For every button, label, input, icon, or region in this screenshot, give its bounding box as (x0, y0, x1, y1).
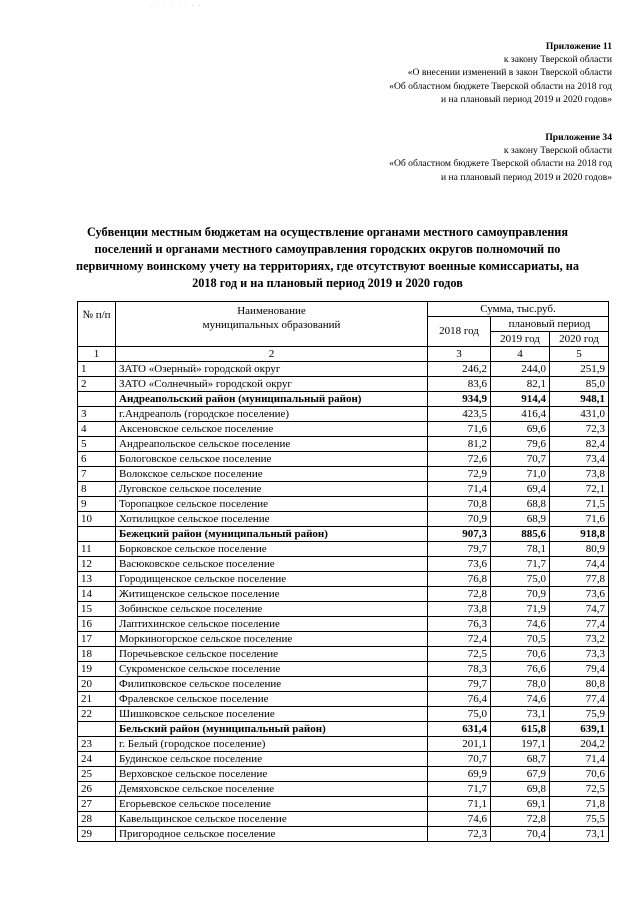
table-row (78, 752, 609, 767)
column-index: 4 (491, 347, 550, 362)
row-name: Моркиногорское сельское поселение (116, 632, 428, 647)
table-row (78, 632, 609, 647)
row-name: Пригородное сельское поселение (116, 827, 428, 842)
row-number: 13 (78, 572, 116, 587)
row-value-2020: 79,4 (550, 662, 609, 677)
row-value-2020: 74,4 (550, 557, 609, 572)
row-value-2018: 71,4 (428, 482, 491, 497)
header-2018: 2018 год (428, 317, 491, 347)
header-name-line1: Наименование (237, 305, 306, 317)
row-name: Бельский район (муниципальный район) (116, 722, 428, 737)
row-number: 16 (78, 617, 116, 632)
row-value-2019: 615,8 (491, 722, 550, 737)
row-number: 20 (78, 677, 116, 692)
table-row (78, 542, 609, 557)
row-name: Сукроменское сельское поселение (116, 662, 428, 677)
row-value-2019: 78,1 (491, 542, 550, 557)
column-index: 2 (116, 347, 428, 362)
row-number: 4 (78, 422, 116, 437)
row-name: Бежецкий район (муниципальный район) (116, 527, 428, 542)
table-row (78, 407, 609, 422)
row-value-2018: 79,7 (428, 677, 491, 692)
row-value-2020: 639,1 (550, 722, 609, 737)
row-name: Кавельщинское сельское поселение (116, 812, 428, 827)
header-sum: Сумма, тыс.руб. (428, 302, 609, 317)
table-row (78, 437, 609, 452)
title-line: 2018 год и на плановый период 2019 и 2020 годов (192, 276, 463, 290)
row-number (78, 527, 116, 542)
row-name: ЗАТО «Солнечный» городской округ (116, 377, 428, 392)
row-value-2019: 71,9 (491, 602, 550, 617)
header-2019: 2019 год (491, 332, 550, 347)
row-number: 23 (78, 737, 116, 752)
table-row (78, 827, 609, 842)
row-name: Поречьевское сельское поселение (116, 647, 428, 662)
row-number: 3 (78, 407, 116, 422)
row-value-2020: 85,0 (550, 377, 609, 392)
district-row (78, 722, 609, 737)
district-row (78, 527, 609, 542)
row-value-2018: 69,9 (428, 767, 491, 782)
row-value-2018: 83,6 (428, 377, 491, 392)
row-name: Васюковское сельское поселение (116, 557, 428, 572)
row-number: 26 (78, 782, 116, 797)
row-value-2018: 71,6 (428, 422, 491, 437)
table-row (78, 737, 609, 752)
row-name: Андреапольский район (муниципальный район) (116, 392, 428, 407)
row-name: Демяховское сельское поселение (116, 782, 428, 797)
row-number: 17 (78, 632, 116, 647)
row-name: г. Белый (городское поселение) (116, 737, 428, 752)
row-value-2019: 244,0 (491, 362, 550, 377)
row-value-2019: 914,4 (491, 392, 550, 407)
row-name: Луговское сельское поселение (116, 482, 428, 497)
row-value-2020: 73,2 (550, 632, 609, 647)
row-value-2020: 71,8 (550, 797, 609, 812)
row-value-2020: 75,5 (550, 812, 609, 827)
appendix-11-line: «Об областном бюджете Тверской области на 2018 год (389, 80, 612, 92)
row-value-2018: 70,7 (428, 752, 491, 767)
row-value-2019: 197,1 (491, 737, 550, 752)
row-value-2020: 80,9 (550, 542, 609, 557)
table-row (78, 452, 609, 467)
row-value-2019: 78,0 (491, 677, 550, 692)
column-index: 1 (78, 347, 116, 362)
row-value-2020: 72,3 (550, 422, 609, 437)
row-name: Фралевское сельское поселение (116, 692, 428, 707)
row-number: 9 (78, 497, 116, 512)
header-planned: плановый период (491, 317, 609, 332)
row-name: Городищенское сельское поселение (116, 572, 428, 587)
row-number: 21 (78, 692, 116, 707)
row-value-2018: 934,9 (428, 392, 491, 407)
row-value-2020: 73,4 (550, 452, 609, 467)
row-value-2018: 246,2 (428, 362, 491, 377)
row-value-2019: 70,4 (491, 827, 550, 842)
subvention-table (77, 301, 609, 842)
row-value-2018: 70,8 (428, 497, 491, 512)
row-value-2018: 76,3 (428, 617, 491, 632)
row-value-2018: 76,8 (428, 572, 491, 587)
row-number: 27 (78, 797, 116, 812)
row-value-2019: 74,6 (491, 617, 550, 632)
row-value-2018: 71,7 (428, 782, 491, 797)
row-value-2020: 73,1 (550, 827, 609, 842)
row-value-2020: 251,9 (550, 362, 609, 377)
row-value-2018: 72,5 (428, 647, 491, 662)
document-title (60, 224, 595, 292)
table-row (78, 482, 609, 497)
row-value-2020: 948,1 (550, 392, 609, 407)
row-value-2020: 918,8 (550, 527, 609, 542)
scan-marks: . . . . . . . . (150, 2, 203, 8)
row-value-2018: 70,9 (428, 512, 491, 527)
row-value-2019: 70,7 (491, 452, 550, 467)
row-value-2018: 74,6 (428, 812, 491, 827)
row-value-2020: 72,5 (550, 782, 609, 797)
row-value-2019: 67,9 (491, 767, 550, 782)
row-number: 2 (78, 377, 116, 392)
row-name: Андреапольское сельское поселение (116, 437, 428, 452)
row-name: Волокское сельское поселение (116, 467, 428, 482)
header-name-line2: муниципальных образований (202, 319, 341, 331)
row-value-2018: 71,1 (428, 797, 491, 812)
row-value-2020: 77,4 (550, 617, 609, 632)
table-row (78, 557, 609, 572)
row-name: Верховское сельское поселение (116, 767, 428, 782)
row-value-2019: 75,0 (491, 572, 550, 587)
appendix-34-line: «Об областном бюджете Тверской области на 2018 год (389, 158, 612, 170)
row-value-2018: 72,3 (428, 827, 491, 842)
row-value-2020: 72,1 (550, 482, 609, 497)
row-value-2018: 73,6 (428, 557, 491, 572)
row-number: 7 (78, 467, 116, 482)
row-value-2020: 82,4 (550, 437, 609, 452)
column-index: 3 (428, 347, 491, 362)
table-row (78, 662, 609, 677)
row-value-2019: 71,0 (491, 467, 550, 482)
appendix-34-title: Приложение 34 (545, 132, 612, 143)
row-value-2019: 76,6 (491, 662, 550, 677)
row-number: 10 (78, 512, 116, 527)
row-number: 6 (78, 452, 116, 467)
row-number: 18 (78, 647, 116, 662)
row-value-2019: 68,8 (491, 497, 550, 512)
row-value-2019: 70,5 (491, 632, 550, 647)
header-2020: 2020 год (550, 332, 609, 347)
table-row (78, 422, 609, 437)
row-name: Житищенское сельское поселение (116, 587, 428, 602)
table-row (78, 782, 609, 797)
table-row (78, 587, 609, 602)
row-number: 24 (78, 752, 116, 767)
appendix-11-block (389, 40, 612, 106)
row-number: 28 (78, 812, 116, 827)
row-number: 15 (78, 602, 116, 617)
row-value-2018: 631,4 (428, 722, 491, 737)
appendix-11-line: и на плановый период 2019 и 2020 годов» (441, 93, 612, 105)
row-name: г.Андреаполь (городское поселение) (116, 407, 428, 422)
row-name: Шишковское сельское поселение (116, 707, 428, 722)
row-number: 14 (78, 587, 116, 602)
row-value-2018: 79,7 (428, 542, 491, 557)
appendix-34-line: к закону Тверской области (503, 145, 612, 157)
column-index: 5 (550, 347, 609, 362)
row-name: Борковское сельское поселение (116, 542, 428, 557)
table-row (78, 512, 609, 527)
row-number: 19 (78, 662, 116, 677)
row-value-2019: 70,9 (491, 587, 550, 602)
table-row (78, 812, 609, 827)
row-value-2020: 73,6 (550, 587, 609, 602)
row-value-2018: 72,8 (428, 587, 491, 602)
row-number: 11 (78, 542, 116, 557)
row-value-2020: 77,8 (550, 572, 609, 587)
appendix-34-block (389, 131, 612, 184)
table-row (78, 767, 609, 782)
table-row (78, 377, 609, 392)
district-row (78, 392, 609, 407)
row-value-2020: 74,7 (550, 602, 609, 617)
row-value-2019: 79,6 (491, 437, 550, 452)
row-name: Аксеновское сельское поселение (116, 422, 428, 437)
row-number (78, 722, 116, 737)
row-value-2019: 72,8 (491, 812, 550, 827)
row-value-2018: 81,2 (428, 437, 491, 452)
table-row (78, 677, 609, 692)
row-number: 12 (78, 557, 116, 572)
row-value-2018: 72,9 (428, 467, 491, 482)
row-value-2019: 69,4 (491, 482, 550, 497)
row-number (78, 392, 116, 407)
row-value-2018: 423,5 (428, 407, 491, 422)
table-row (78, 572, 609, 587)
header-num: № п/п (78, 302, 116, 347)
row-number: 1 (78, 362, 116, 377)
table-row (78, 467, 609, 482)
row-value-2020: 71,6 (550, 512, 609, 527)
table-row (78, 692, 609, 707)
title-line: Субвенции местным бюджетам на осуществление органами местного самоуправления (86, 225, 569, 239)
table-row (78, 647, 609, 662)
appendix-11-line: к закону Тверской области (503, 54, 612, 66)
row-value-2020: 71,4 (550, 752, 609, 767)
row-name: Бологовское сельское поселение (116, 452, 428, 467)
row-value-2019: 68,9 (491, 512, 550, 527)
row-value-2019: 70,6 (491, 647, 550, 662)
row-name: Хотилицкое сельское поселение (116, 512, 428, 527)
row-value-2018: 72,6 (428, 452, 491, 467)
row-value-2019: 71,7 (491, 557, 550, 572)
row-name: ЗАТО «Озерный» городской округ (116, 362, 428, 377)
column-index-row (78, 347, 609, 362)
row-value-2018: 73,8 (428, 602, 491, 617)
table-row (78, 497, 609, 512)
row-value-2019: 74,6 (491, 692, 550, 707)
row-value-2018: 75,0 (428, 707, 491, 722)
table-row (78, 797, 609, 812)
row-name: Торопацкое сельское поселение (116, 497, 428, 512)
table-row (78, 362, 609, 377)
row-value-2019: 416,4 (491, 407, 550, 422)
table-row (78, 602, 609, 617)
row-value-2018: 76,4 (428, 692, 491, 707)
row-value-2019: 69,8 (491, 782, 550, 797)
row-name: Зобинское сельское поселение (116, 602, 428, 617)
row-number: 25 (78, 767, 116, 782)
row-value-2020: 75,9 (550, 707, 609, 722)
row-number: 8 (78, 482, 116, 497)
table-row (78, 617, 609, 632)
row-value-2020: 431,0 (550, 407, 609, 422)
row-value-2020: 71,5 (550, 497, 609, 512)
row-name: Филипковское сельское поселение (116, 677, 428, 692)
row-name: Лаптихинское сельское поселение (116, 617, 428, 632)
appendix-34-line: и на плановый период 2019 и 2020 годов» (441, 171, 612, 183)
row-value-2020: 77,4 (550, 692, 609, 707)
row-name: Егорьевское сельское поселение (116, 797, 428, 812)
row-value-2020: 73,8 (550, 467, 609, 482)
row-value-2020: 73,3 (550, 647, 609, 662)
row-value-2018: 907,3 (428, 527, 491, 542)
row-value-2019: 69,6 (491, 422, 550, 437)
row-number: 5 (78, 437, 116, 452)
row-number: 22 (78, 707, 116, 722)
row-value-2018: 72,4 (428, 632, 491, 647)
row-value-2019: 885,6 (491, 527, 550, 542)
row-number: 29 (78, 827, 116, 842)
row-value-2020: 70,6 (550, 767, 609, 782)
row-value-2019: 69,1 (491, 797, 550, 812)
title-line: первичному воинскому учету на территориях, где отсутствуют военные комиссариаты, на (75, 259, 580, 273)
row-value-2019: 68,7 (491, 752, 550, 767)
row-value-2020: 80,8 (550, 677, 609, 692)
header-name (116, 302, 428, 347)
row-value-2019: 82,1 (491, 377, 550, 392)
row-name: Будинское сельское поселение (116, 752, 428, 767)
row-value-2018: 201,1 (428, 737, 491, 752)
appendix-11-line: «О внесении изменений в закон Тверской области (407, 67, 612, 79)
row-value-2020: 204,2 (550, 737, 609, 752)
row-value-2018: 78,3 (428, 662, 491, 677)
table-row (78, 707, 609, 722)
appendix-11-title: Приложение 11 (545, 41, 612, 52)
title-line: поселений и органами местного самоуправления городских округов полномочий по (94, 242, 561, 256)
row-value-2019: 73,1 (491, 707, 550, 722)
